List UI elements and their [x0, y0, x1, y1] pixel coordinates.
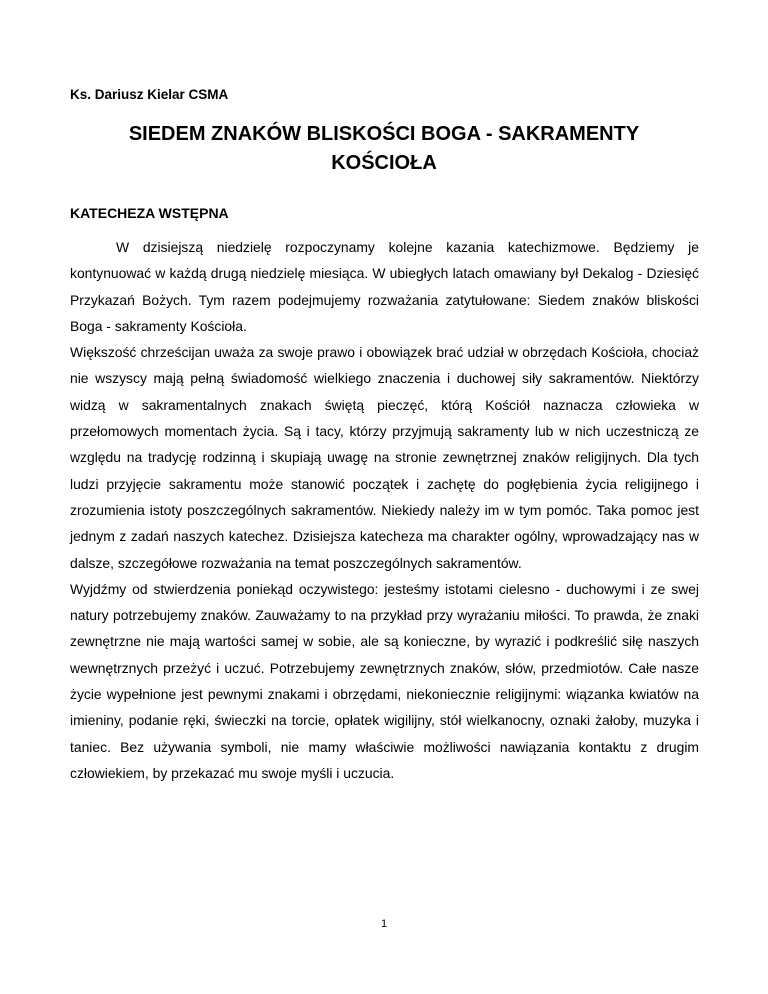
paragraph-1: W dzisiejszą niedzielę rozpoczynamy kolejne kazania katechizmowe. Będziemy je kontynuować w każdą drugą niedzielę miesiąca. W ubiegłych latach omawiany był Dekalog - Dziesięć Przykazań Bożych. Tym razem podejmujemy rozważania zatytułowane: Siedem znaków bliskości Boga - sakramenty Kościoła. [70, 239, 699, 334]
body-text [70, 234, 699, 786]
paragraph-2: Większość chrześcijan uważa za swoje prawo i obowiązek brać udział w obrzędach Kościoła, chociaż nie wszyscy mają pełną świadomość wielkiego znaczenia i duchowej siły sakramentów. Niektórzy widzą w sakramentalnych znakach świętą pieczęć, którą Kościół naznacza człowieka w przełomowych momentach życia. Są i tacy, którzy przyjmują sakramenty lub w nich uczestniczą ze względu na tradycję rodzinną i skupiają uwagę na stronie zewnętrznej znaków religijnych. Dla tych ludzi przyjęcie sakramentu może stanowić początek i zachętę do pogłębienia życia religijnego i zrozumienia istoty poszczególnych sakramentów. Niekiedy należy im w tym pomóc. Taka pomoc jest jednym z zadań naszych katechez. Dzisiejsza katecheza ma charakter ogólny, wprowadzający nas w dalsze, szczegółowe rozważania na temat poszczególnych sakramentów. [70, 344, 699, 571]
title-line-2: KOŚCIOŁA [331, 152, 437, 174]
document-title [70, 120, 698, 178]
section-heading: KATECHEZA WSTĘPNA [70, 205, 229, 221]
page-number: 1 [380, 918, 388, 930]
title-line-1: SIEDEM ZNAKÓW BLISKOŚCI BOGA - SAKRAMENTY [128, 123, 640, 145]
author-line: Ks. Dariusz Kielar CSMA [70, 87, 229, 102]
paragraph-3: Wyjdźmy od stwierdzenia poniekąd oczywistego: jesteśmy istotami cielesno - duchowymi i ze swej natury potrzebujemy znaków. Zauważamy to na przykład przy wyrażaniu miłości. To prawda, że znaki zewnętrzne nie mają wartości samej w sobie, ale są konieczne, by wyrazić i podkreślić siłę naszych wewnętrznych przeżyć i uczuć. Potrzebujemy zewnętrznych znaków, słów, przedmiotów. Całe nasze życie wypełnione jest pewnymi znakami i obrzędami, niekoniecznie religijnymi: wiązanka kwiatów na imieniny, podanie ręki, świeczki na torcie, opłatek wigilijny, stół wielkanocny, oznaki żałoby, muzyka i taniec. Bez używania symboli, nie mamy właściwie możliwości nawiązania kontaktu z drugim człowiekiem, by przekazać mu swoje myśli i uczucia. [70, 580, 699, 781]
